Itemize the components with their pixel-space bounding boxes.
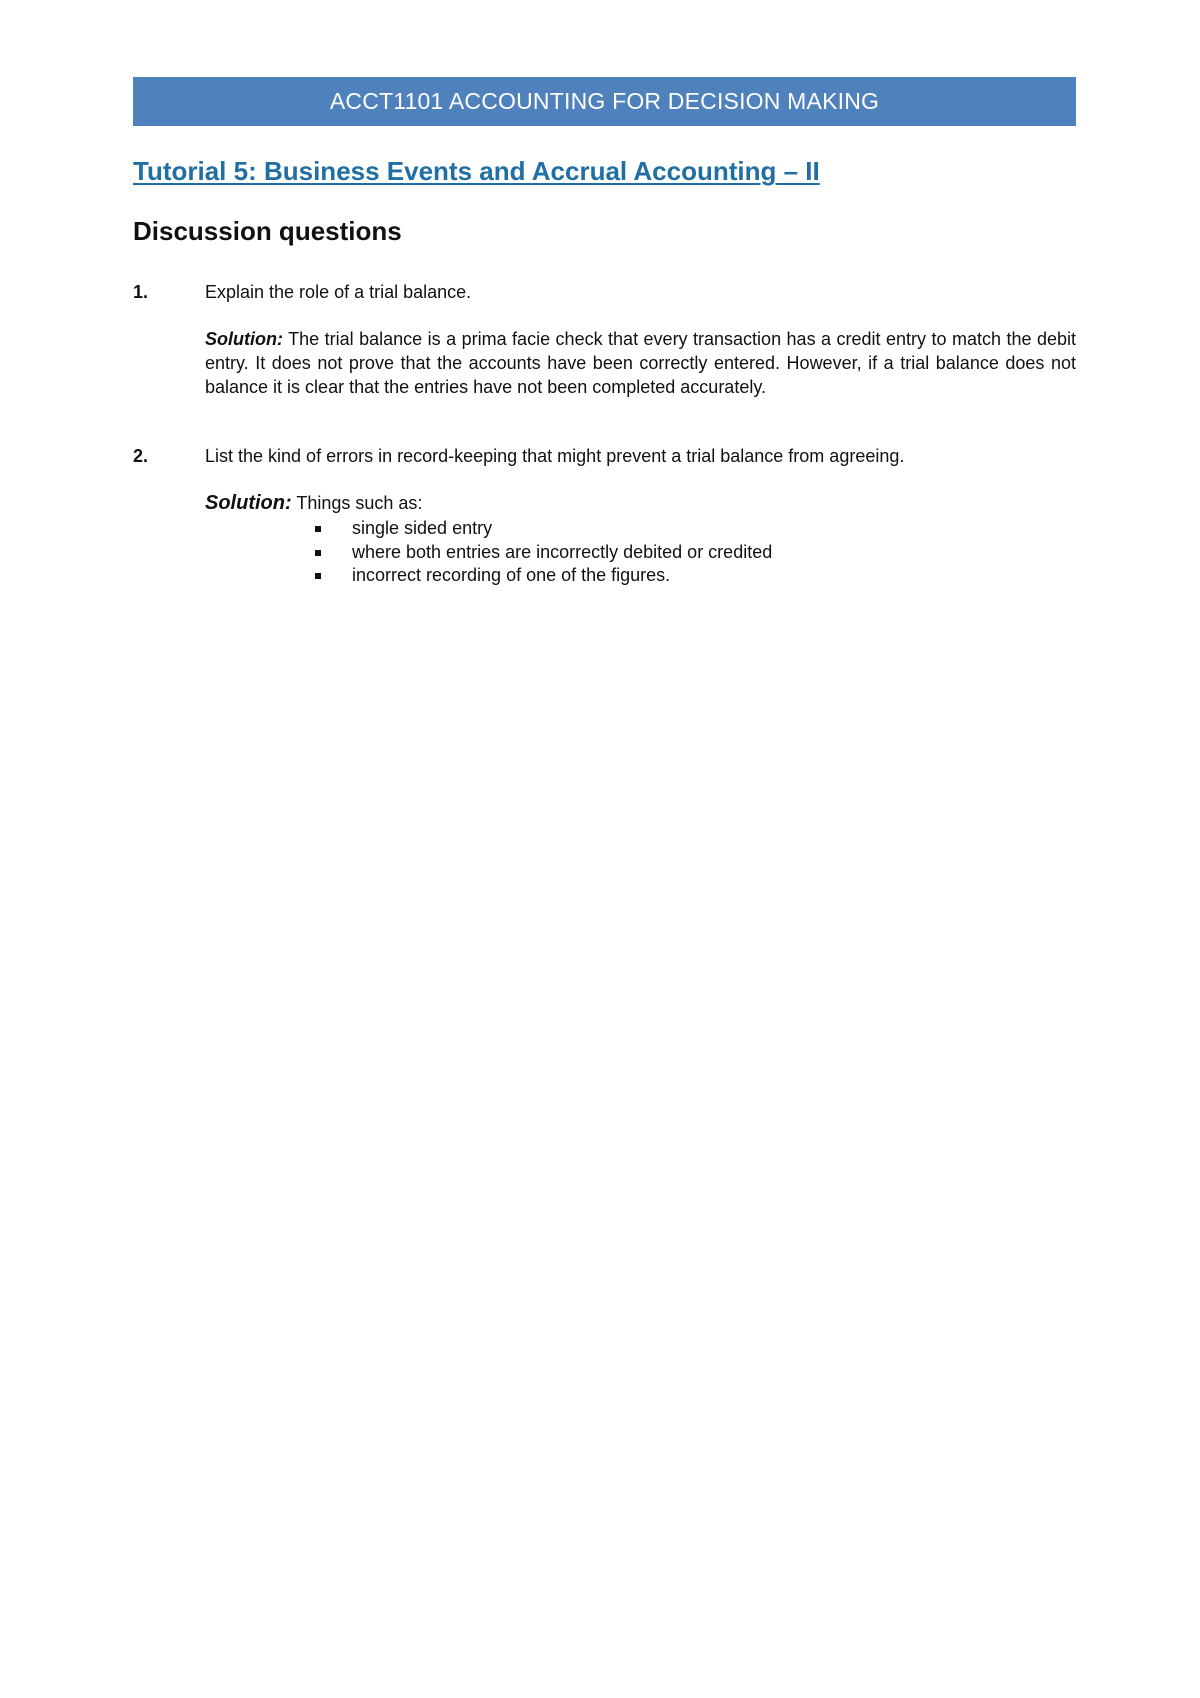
question-2-solution bbox=[205, 492, 422, 515]
solution-1-label: Solution: bbox=[205, 329, 283, 349]
question-1-number: 1. bbox=[133, 282, 149, 302]
bullet-text: single sided entry bbox=[352, 518, 493, 538]
solution-2-label: Solution: bbox=[205, 492, 292, 514]
question-2-text: List the kind of errors in record-keeping that might prevent a trial balance from agreeing. bbox=[205, 446, 905, 466]
square-bullet-icon bbox=[315, 526, 321, 532]
list-item bbox=[310, 517, 772, 541]
list-item bbox=[310, 541, 772, 565]
course-header-band bbox=[133, 77, 1076, 126]
solution-1-text: The trial balance is a prima facie check that every transaction has a credit entry to match the debit entry. It does not prove that the accounts have been correctly entered. However, if a trial balance does not balance it is clear that the entries have not been completed accurately. bbox=[205, 329, 1076, 397]
list-item bbox=[310, 564, 772, 588]
course-title: ACCT1101 ACCOUNTING FOR DECISION MAKING bbox=[329, 88, 880, 114]
question-2-number: 2. bbox=[133, 446, 149, 466]
question-1-text: Explain the role of a trial balance. bbox=[205, 282, 472, 302]
solution-2-bullet-list bbox=[310, 517, 772, 588]
section-heading: Discussion questions bbox=[133, 216, 402, 246]
solution-2-intro: Things such as: bbox=[296, 493, 423, 513]
tutorial-title: Tutorial 5: Business Events and Accrual Accounting – II bbox=[133, 156, 820, 186]
square-bullet-icon bbox=[315, 573, 321, 579]
question-1-solution bbox=[205, 327, 1076, 399]
bullet-text: incorrect recording of one of the figures. bbox=[352, 565, 671, 585]
square-bullet-icon bbox=[315, 550, 321, 556]
bullet-text: where both entries are incorrectly debited or credited bbox=[352, 541, 773, 562]
